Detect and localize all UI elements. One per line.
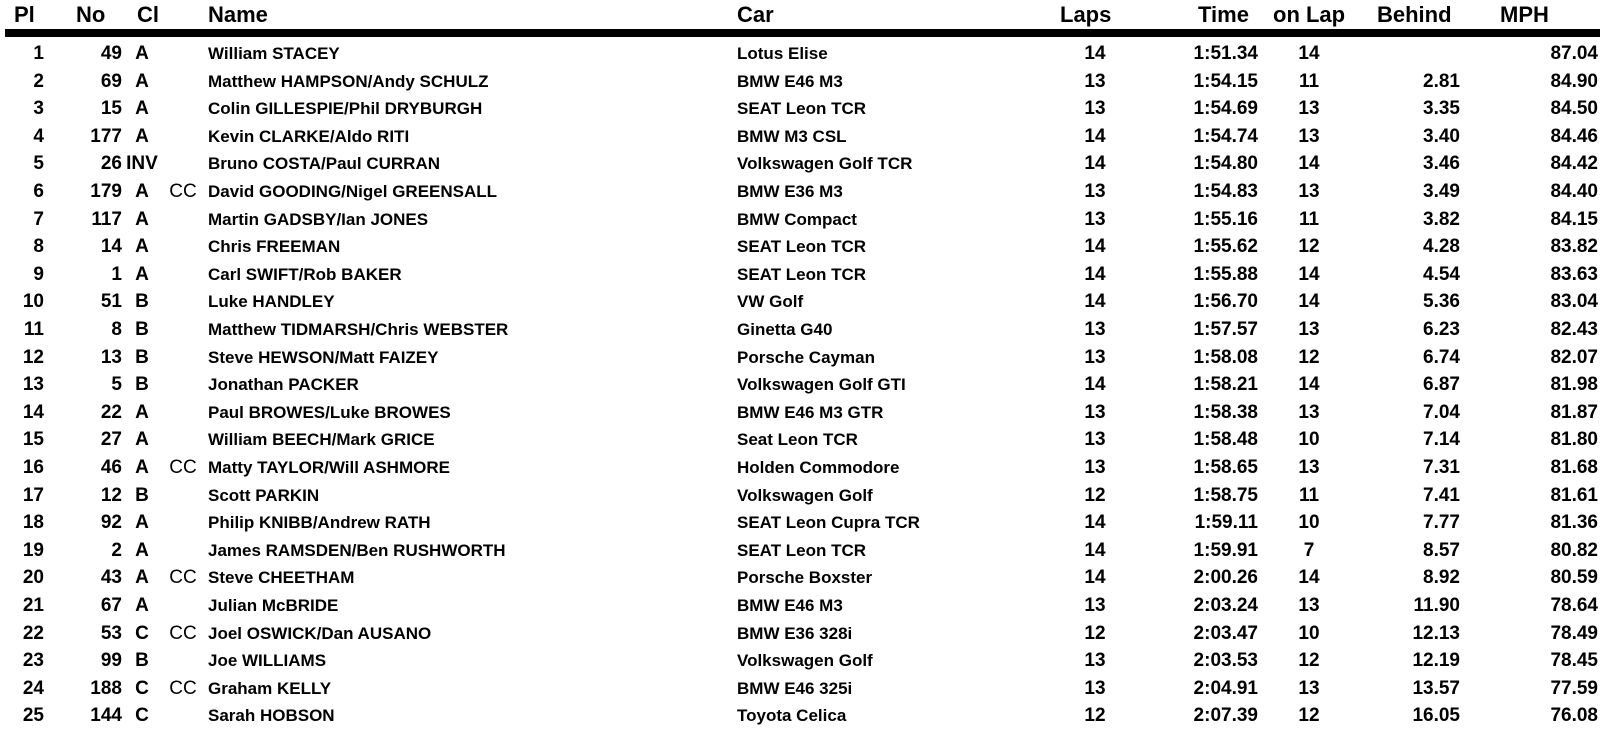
cell-on-lap: 12: [1298, 650, 1320, 672]
cell-mph: 84.42: [1550, 153, 1598, 175]
cell-no: 15: [100, 98, 122, 120]
cell-name: William STACEY: [208, 44, 340, 63]
cell-on-lap: 12: [1298, 705, 1320, 727]
cell-name: Steve HEWSON/Matt FAIZEY: [208, 347, 439, 367]
cell-car: Volkswagen Golf GTI: [737, 375, 906, 395]
cell-behind: 7.41: [1423, 484, 1460, 506]
cell-car: VW Golf: [737, 292, 804, 312]
cell-pl: 6: [33, 181, 44, 202]
cell-time: 1:56.70: [1193, 291, 1258, 313]
table-row: [0, 426, 1605, 453]
cell-time: 2:03.24: [1193, 595, 1258, 616]
cell-car: Volkswagen Golf: [737, 651, 873, 671]
cell-pl: 18: [22, 512, 44, 534]
cell-time: 2:07.39: [1193, 705, 1258, 727]
cell-behind: 4.28: [1423, 236, 1460, 258]
cell-class: A: [135, 401, 149, 423]
cell-pl: 8: [33, 236, 44, 258]
cell-class: INV: [126, 153, 158, 175]
cell-no: 5: [111, 374, 122, 396]
cell-mph: 77.59: [1550, 677, 1598, 699]
cell-no: 92: [100, 512, 122, 534]
cell-mph: 78.49: [1550, 622, 1598, 644]
cell-no: 179: [90, 181, 122, 202]
cell-class: B: [135, 484, 149, 506]
cell-cc-badge: CC: [169, 181, 197, 202]
cell-mph: 83.63: [1550, 263, 1598, 285]
cell-name: Joel OSWICK/Dan AUSANO: [208, 623, 432, 643]
cell-class: A: [135, 512, 149, 534]
cell-class: A: [135, 70, 149, 92]
cell-laps: 13: [1084, 595, 1106, 616]
cell-pl: 7: [33, 208, 44, 230]
cell-name: Julian McBRIDE: [208, 596, 339, 615]
cell-behind: 6.87: [1423, 374, 1460, 396]
cell-name: Bruno COSTA/Paul CURRAN: [208, 154, 441, 174]
cell-laps: 13: [1084, 181, 1106, 202]
cell-on-lap: 14: [1298, 263, 1320, 285]
cell-car: Volkswagen Golf TCR: [737, 154, 913, 174]
header-pl: Pl: [14, 2, 35, 27]
cell-behind: 3.82: [1423, 208, 1460, 230]
cell-behind: 3.35: [1423, 98, 1460, 120]
header-no: No: [76, 2, 106, 27]
cell-time: 2:00.26: [1193, 567, 1258, 589]
cell-class: B: [135, 319, 149, 340]
cell-laps: 13: [1084, 346, 1106, 368]
cell-no: 69: [100, 70, 122, 92]
table-row: [0, 40, 1605, 67]
table-row: [0, 261, 1605, 288]
cell-no: 144: [90, 705, 122, 727]
cell-pl: 21: [22, 595, 44, 616]
cell-time: 1:54.80: [1193, 153, 1258, 175]
cell-on-lap: 10: [1298, 512, 1320, 534]
cell-laps: 14: [1084, 263, 1106, 285]
cell-on-lap: 12: [1298, 236, 1320, 258]
table-row: [0, 564, 1605, 591]
cell-mph: 81.80: [1550, 429, 1598, 451]
cell-behind: 7.14: [1423, 429, 1460, 451]
cell-no: 177: [90, 125, 122, 147]
cell-behind: 8.92: [1423, 567, 1460, 589]
cell-laps: 14: [1084, 291, 1106, 313]
cell-no: 22: [100, 401, 122, 423]
cell-name: Joe WILLIAMS: [208, 651, 327, 671]
cell-laps: 13: [1084, 401, 1106, 423]
header-name: Name: [208, 2, 268, 27]
cell-name: Chris FREEMAN: [208, 237, 341, 257]
cell-car: Lotus Elise: [737, 44, 828, 63]
cell-behind: 3.49: [1423, 181, 1460, 202]
cell-on-lap: 12: [1298, 346, 1320, 368]
results-header: [0, 0, 1605, 30]
cell-class: A: [135, 98, 149, 120]
cell-mph: 83.04: [1550, 291, 1598, 313]
cell-time: 1:58.08: [1193, 346, 1258, 368]
cell-time: 1:58.65: [1193, 457, 1258, 478]
cell-car: Porsche Cayman: [737, 347, 875, 367]
cell-class: B: [135, 291, 149, 313]
cell-no: 188: [90, 677, 122, 699]
table-row: [0, 233, 1605, 260]
cell-class: A: [135, 567, 149, 589]
cell-car: SEAT Leon Cupra TCR: [737, 513, 920, 533]
cell-on-lap: 14: [1298, 291, 1320, 313]
cell-pl: 22: [22, 622, 44, 644]
cell-pl: 25: [22, 705, 44, 727]
cell-on-lap: 13: [1298, 595, 1320, 616]
cell-class: B: [135, 346, 149, 368]
cell-time: 1:54.15: [1193, 70, 1258, 92]
cell-mph: 81.98: [1550, 374, 1598, 396]
cell-laps: 13: [1084, 429, 1106, 451]
cell-name: Sarah HOBSON: [208, 706, 335, 726]
cell-name: Paul BROWES/Luke BROWES: [208, 402, 451, 422]
cell-on-lap: 7: [1303, 539, 1315, 561]
cell-laps: 13: [1084, 650, 1106, 672]
cell-name: William BEECH/Mark GRICE: [208, 430, 435, 450]
cell-behind: 4.54: [1423, 263, 1460, 285]
cell-class: A: [135, 236, 149, 258]
table-row: [0, 454, 1605, 481]
table-row: [0, 206, 1605, 233]
cell-on-lap: 13: [1298, 677, 1320, 699]
cell-pl: 19: [22, 539, 44, 561]
header-on-lap: on Lap: [1273, 2, 1346, 27]
cell-behind: 6.74: [1423, 346, 1460, 368]
cell-pl: 10: [22, 291, 44, 313]
cell-cc-badge: CC: [169, 567, 197, 589]
cell-class: A: [135, 181, 149, 202]
cell-on-lap: 14: [1298, 153, 1320, 175]
cell-on-lap: 11: [1298, 484, 1320, 506]
table-row: [0, 150, 1605, 177]
cell-no: 53: [100, 622, 122, 644]
cell-car: BMW E36 328i: [737, 623, 853, 643]
cell-mph: 82.07: [1550, 346, 1598, 368]
cell-car: SEAT Leon TCR: [737, 540, 867, 560]
cell-pl: 3: [33, 98, 44, 120]
cell-class: C: [135, 677, 149, 699]
cell-laps: 14: [1084, 539, 1106, 561]
table-row: [0, 592, 1605, 619]
cell-time: 1:54.74: [1193, 125, 1258, 147]
cell-pl: 16: [22, 457, 44, 478]
cell-name: Kevin CLARKE/Aldo RITI: [208, 126, 410, 146]
cell-pl: 2: [33, 70, 44, 92]
header-time: Time: [1198, 2, 1249, 27]
cell-cc-badge: CC: [169, 622, 197, 644]
cell-behind: 11.90: [1413, 595, 1460, 616]
cell-on-lap: 13: [1298, 181, 1320, 202]
cell-on-lap: 13: [1298, 457, 1320, 478]
header-cl: Cl: [137, 2, 159, 27]
cell-laps: 13: [1084, 70, 1106, 92]
cell-name: Philip KNIBB/Andrew RATH: [208, 513, 431, 533]
cell-behind: 13.57: [1412, 677, 1460, 699]
cell-laps: 13: [1084, 208, 1106, 230]
cell-mph: 83.82: [1550, 236, 1598, 258]
cell-mph: 78.45: [1550, 650, 1598, 672]
cell-behind: 7.77: [1423, 512, 1460, 534]
cell-no: 14: [100, 236, 122, 258]
cell-laps: 13: [1084, 677, 1106, 699]
cell-mph: 84.90: [1550, 70, 1598, 92]
cell-class: A: [135, 263, 149, 285]
cell-time: 1:58.75: [1193, 484, 1258, 506]
cell-on-lap: 13: [1298, 401, 1320, 423]
table-row: [0, 537, 1605, 564]
cell-on-lap: 14: [1298, 374, 1320, 396]
cell-name: Graham KELLY: [208, 678, 332, 698]
cell-car: BMW E36 M3: [737, 182, 843, 201]
cell-pl: 23: [22, 650, 44, 672]
cell-name: Luke HANDLEY: [208, 292, 335, 312]
cell-behind: 7.31: [1423, 457, 1460, 478]
table-row: [0, 509, 1605, 536]
cell-pl: 9: [33, 263, 44, 285]
table-row: [0, 620, 1605, 647]
header-rule: [5, 29, 1600, 37]
cell-car: BMW E46 325i: [737, 678, 853, 698]
cell-time: 1:58.38: [1193, 401, 1258, 423]
cell-on-lap: 11: [1298, 208, 1320, 230]
cell-mph: 81.68: [1550, 457, 1598, 478]
table-row: [0, 371, 1605, 398]
cell-behind: 2.81: [1423, 70, 1460, 92]
cell-time: 1:55.16: [1193, 208, 1258, 230]
table-row: [0, 344, 1605, 371]
cell-time: 2:03.47: [1193, 622, 1258, 644]
cell-on-lap: 13: [1298, 125, 1320, 147]
cell-time: 1:55.62: [1193, 236, 1258, 258]
cell-name: David GOODING/Nigel GREENSALL: [208, 182, 498, 201]
table-row: [0, 68, 1605, 95]
cell-time: 2:04.91: [1193, 677, 1258, 699]
cell-behind: 3.46: [1423, 153, 1460, 175]
cell-pl: 17: [22, 484, 44, 506]
cell-mph: 84.40: [1550, 181, 1598, 202]
cell-behind: 5.36: [1423, 291, 1460, 313]
cell-car: Volkswagen Golf: [737, 485, 873, 505]
header-behind: Behind: [1377, 2, 1452, 27]
cell-laps: 12: [1084, 484, 1106, 506]
cell-no: 46: [100, 457, 122, 478]
cell-laps: 14: [1084, 125, 1106, 147]
table-row: [0, 647, 1605, 674]
cell-time: 1:55.88: [1193, 263, 1258, 285]
table-row: [0, 399, 1605, 426]
cell-car: BMW Compact: [737, 209, 857, 229]
cell-mph: 84.46: [1550, 125, 1598, 147]
cell-mph: 84.15: [1550, 208, 1598, 230]
cell-car: BMW E46 M3: [737, 71, 843, 91]
cell-time: 1:59.11: [1194, 512, 1258, 534]
cell-no: 8: [111, 319, 122, 340]
cell-pl: 12: [22, 346, 44, 368]
cell-car: BMW E46 M3 GTR: [737, 402, 884, 422]
cell-car: SEAT Leon TCR: [737, 237, 867, 257]
cell-behind: 12.19: [1412, 650, 1460, 672]
cell-no: 67: [100, 595, 122, 616]
cell-car: SEAT Leon TCR: [737, 99, 867, 119]
cell-time: 1:54.69: [1193, 98, 1258, 120]
cell-name: Scott PARKIN: [208, 485, 320, 505]
cell-class: A: [135, 43, 149, 64]
cell-mph: 82.43: [1550, 319, 1598, 340]
cell-laps: 12: [1084, 705, 1106, 727]
cell-pl: 14: [22, 401, 44, 423]
cell-class: A: [135, 125, 149, 147]
cell-mph: 80.59: [1550, 567, 1598, 589]
cell-pl: 5: [33, 153, 44, 175]
cell-laps: 12: [1084, 622, 1106, 644]
cell-no: 27: [100, 429, 122, 451]
cell-car: SEAT Leon TCR: [737, 264, 867, 284]
cell-car: Ginetta G40: [737, 320, 833, 339]
cell-mph: 84.50: [1550, 98, 1598, 120]
cell-car: BMW E46 M3: [737, 596, 843, 615]
table-row: [0, 123, 1605, 150]
cell-time: 1:58.21: [1193, 374, 1258, 396]
cell-time: 1:58.48: [1193, 429, 1258, 451]
cell-name: Matthew TIDMARSH/Chris WEBSTER: [208, 320, 509, 339]
cell-time: 2:03.53: [1193, 650, 1258, 672]
cell-no: 13: [100, 346, 122, 368]
cell-class: C: [135, 705, 149, 727]
cell-mph: 80.82: [1550, 539, 1598, 561]
cell-no: 2: [111, 539, 122, 561]
table-row: [0, 702, 1605, 729]
cell-car: Holden Commodore: [737, 458, 900, 477]
cell-name: Martin GADSBY/Ian JONES: [208, 209, 429, 229]
cell-laps: 14: [1084, 512, 1106, 534]
cell-laps: 13: [1084, 457, 1106, 478]
cell-time: 1:54.83: [1193, 181, 1258, 202]
cell-class: A: [135, 539, 149, 561]
cell-pl: 15: [22, 429, 44, 451]
cell-class: C: [135, 622, 149, 644]
header-car: Car: [737, 2, 774, 27]
cell-pl: 4: [33, 125, 44, 147]
cell-laps: 14: [1084, 153, 1106, 175]
cell-pl: 24: [22, 677, 44, 699]
cell-no: 99: [100, 650, 122, 672]
cell-pl: 1: [33, 43, 44, 64]
table-row: [0, 316, 1605, 343]
table-row: [0, 288, 1605, 315]
cell-laps: 13: [1084, 98, 1106, 120]
cell-behind: 16.05: [1412, 705, 1460, 727]
cell-car: Seat Leon TCR: [737, 430, 858, 450]
cell-name: James RAMSDEN/Ben RUSHWORTH: [208, 540, 506, 560]
cell-behind: 7.04: [1423, 401, 1460, 423]
cell-mph: 81.87: [1550, 401, 1598, 423]
cell-laps: 13: [1084, 319, 1106, 340]
cell-on-lap: 10: [1298, 429, 1320, 451]
table-row: [0, 675, 1605, 702]
cell-pl: 20: [22, 567, 44, 589]
cell-behind: 12.13: [1412, 622, 1460, 644]
cell-name: Colin GILLESPIE/Phil DRYBURGH: [208, 99, 483, 119]
cell-class: A: [135, 429, 149, 451]
cell-name: Steve CHEETHAM: [208, 568, 355, 588]
cell-class: B: [135, 650, 149, 672]
cell-cc-badge: CC: [169, 457, 197, 478]
cell-name: Matty TAYLOR/Will ASHMORE: [208, 458, 450, 477]
cell-on-lap: 13: [1298, 98, 1320, 120]
cell-name: Jonathan PACKER: [208, 375, 359, 395]
cell-mph: 78.64: [1550, 595, 1598, 616]
cell-laps: 14: [1084, 374, 1106, 396]
cell-no: 12: [100, 484, 122, 506]
cell-class: A: [135, 595, 149, 616]
cell-behind: 8.57: [1423, 539, 1460, 561]
cell-pl: 13: [22, 374, 44, 396]
header-laps: Laps: [1060, 2, 1112, 27]
cell-no: 51: [100, 291, 122, 313]
cell-mph: 81.36: [1550, 512, 1598, 534]
cell-behind: 6.23: [1423, 319, 1460, 340]
cell-no: 1: [111, 263, 122, 285]
cell-name: Carl SWIFT/Rob BAKER: [208, 264, 402, 284]
cell-no: 49: [100, 43, 122, 64]
cell-mph: 76.08: [1550, 705, 1598, 727]
cell-mph: 87.04: [1550, 43, 1598, 64]
cell-laps: 14: [1084, 43, 1106, 64]
cell-time: 1:59.91: [1193, 539, 1258, 561]
cell-laps: 14: [1084, 567, 1106, 589]
cell-class: A: [135, 457, 149, 478]
cell-no: 26: [100, 153, 122, 175]
cell-on-lap: 14: [1298, 43, 1320, 64]
cell-car: Toyota Celica: [737, 706, 847, 726]
cell-no: 117: [91, 208, 122, 230]
cell-class: B: [135, 374, 149, 396]
cell-behind: 3.40: [1423, 125, 1460, 147]
cell-class: A: [135, 208, 149, 230]
cell-mph: 81.61: [1550, 484, 1598, 506]
cell-car: Porsche Boxster: [737, 568, 873, 588]
table-row: [0, 482, 1605, 509]
cell-no: 43: [100, 567, 122, 589]
cell-time: 1:57.57: [1193, 319, 1258, 340]
cell-time: 1:51.34: [1193, 43, 1258, 64]
cell-laps: 14: [1084, 236, 1106, 258]
header-mph: MPH: [1500, 2, 1549, 27]
cell-on-lap: 13: [1298, 319, 1320, 340]
cell-cc-badge: CC: [169, 677, 197, 699]
table-row: [0, 95, 1605, 122]
cell-car: BMW M3 CSL: [737, 126, 847, 146]
cell-on-lap: 11: [1298, 70, 1320, 92]
cell-name: Matthew HAMPSON/Andy SCHULZ: [208, 71, 489, 91]
table-row: [0, 178, 1605, 205]
cell-on-lap: 10: [1298, 622, 1320, 644]
cell-pl: 11: [23, 319, 44, 340]
cell-on-lap: 14: [1298, 567, 1320, 589]
